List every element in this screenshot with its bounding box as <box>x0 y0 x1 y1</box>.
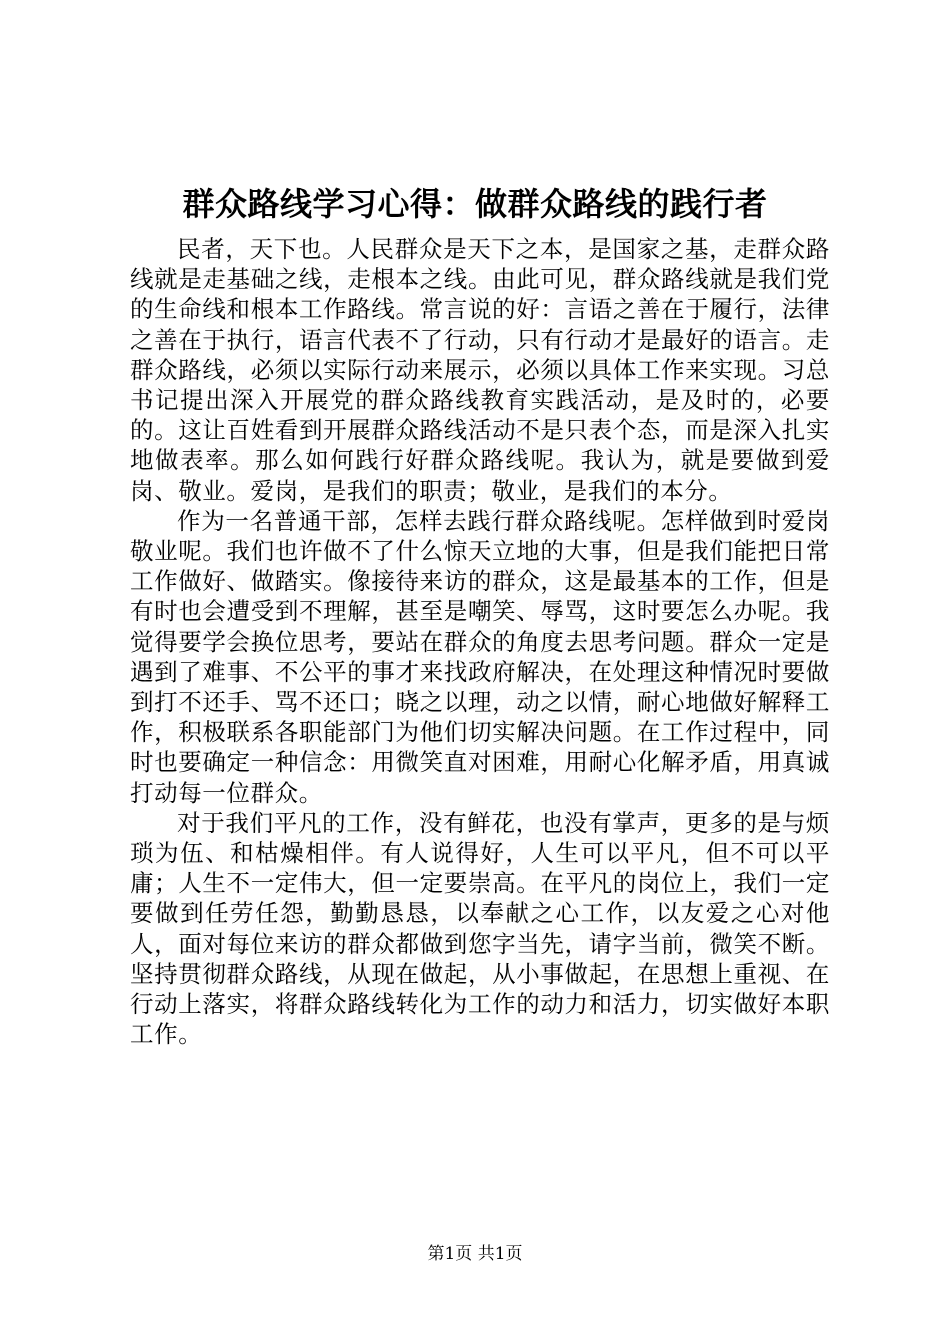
paragraph-1: 民者，天下也。人民群众是天下之本，是国家之基，走群众路线就是走基础之线，走根本之线。由此可见，群众路线就是我们党的生命线和根本工作路线。常言说的好：言语之善在于履行，法律之善在于执行，语言代表不了行动，只有行动才是最好的语言。走群众路线，必须以实际行动来展示，必须以具体工作来实现。习总书记提出深入开展党的群众路线教育实践活动，是及时的，必要的。这让百姓看到开展群众路线活动不是只表个态，而是深入扎实地做表率。那么如何践行好群众路线呢。我认为，就是要做到爱岗、敬业。爱岗，是我们的职责；敬业，是我们的本分。 <box>130 235 830 505</box>
page-footer: 第1页 共1页 <box>427 1244 523 1264</box>
document-title: 群众路线学习心得：做群众路线的践行者 <box>182 185 768 223</box>
paragraph-2: 作为一名普通干部，怎样去践行群众路线呢。怎样做到时爱岗敬业呢。我们也许做不了什么惊天立地的大事，但是我们能把日常工作做好、做踏实。像接待来访的群众，这是最基本的工作，但是有时也会遭受到不理解，甚至是嘲笑、辱骂，这时要怎么办呢。我觉得要学会换位思考，要站在群众的角度去思考问题。群众一定是遇到了难事、不公平的事才来找政府解决，在处理这种情况时要做到打不还手、骂不还口；晓之以理，动之以情，耐心地做好解释工作，积极联系各职能部门为他们切实解决问题。在工作过程中，同时也要确定一种信念：用微笑直对困难，用耐心化解矛盾，用真诚打动每一位群众。 <box>130 506 830 807</box>
paragraph-3: 对于我们平凡的工作，没有鲜花，也没有掌声，更多的是与烦琐为伍、和枯燥相伴。有人说得好，人生可以平凡，但不可以平庸；人生不一定伟大，但一定要崇高。在平凡的岗位上，我们一定要做到任劳任怨，勤勤恳恳，以奉献之心工作，以友爱之心对他人，面对每位来访的群众都做到您字当先，请字当前，微笑不断。坚持贯彻群众路线，从现在做起，从小事做起，在思想上重视、在行动上落实，将群众路线转化为工作的动力和活力，切实做好本职工作。 <box>130 808 830 1049</box>
document-body <box>130 234 830 1049</box>
